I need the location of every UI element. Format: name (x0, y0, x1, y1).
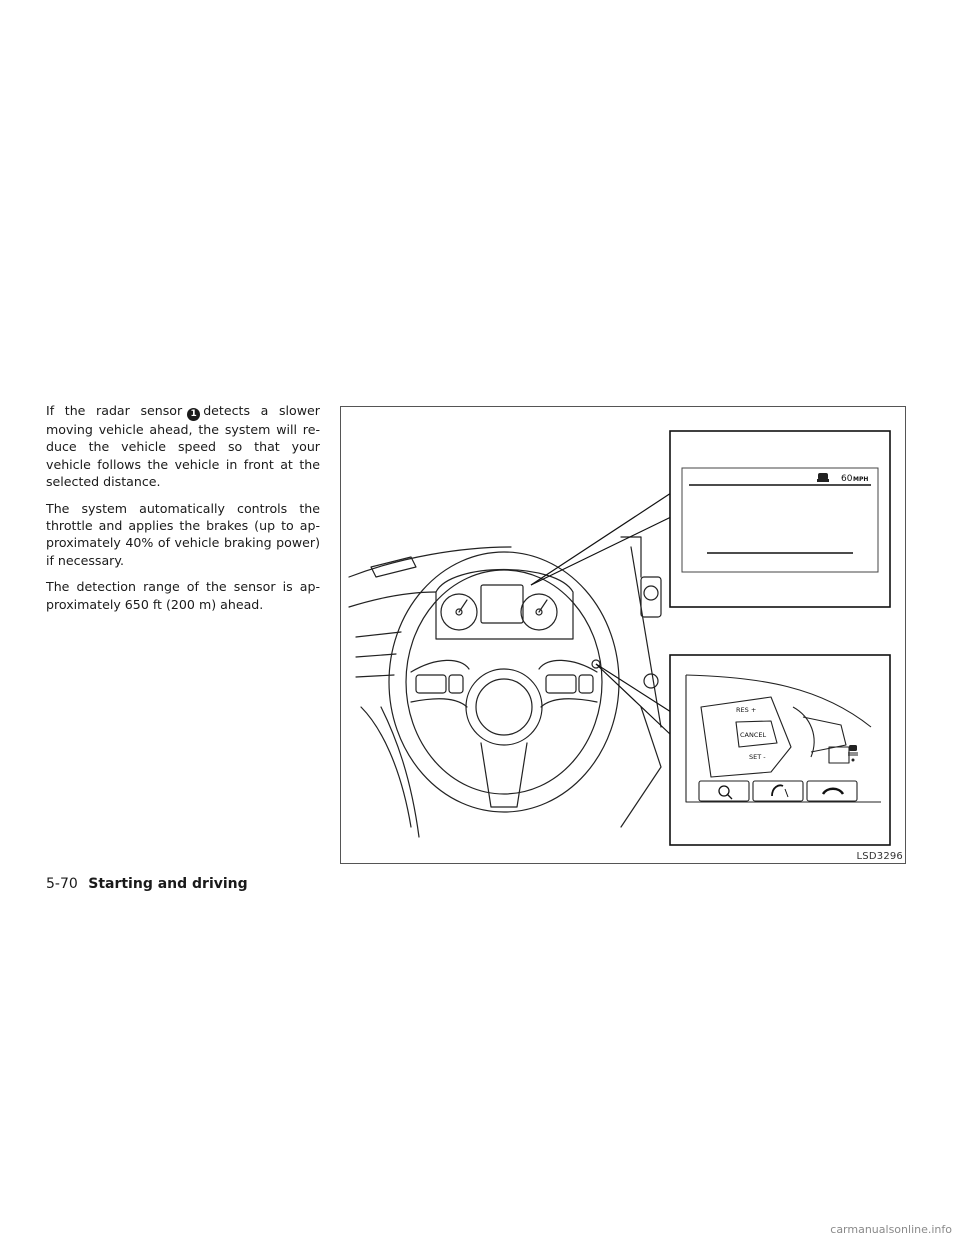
steering-wheel-illustration (340, 406, 906, 864)
res-label: RES + (736, 706, 757, 714)
body-text (46, 402, 320, 622)
paragraph-3: The detection range of the sensor is ap-proximately 650 ft (200 m) ahead. (46, 579, 320, 612)
paragraph-1: If the radar sensor 1 detects a slower moving vehicle ahead, the system will re-duce the vehicle speed so that your vehicle follows the vehicle in front at the selected distance. (46, 403, 320, 490)
page-footer (46, 876, 248, 892)
callout-1-icon: 1 (187, 408, 200, 421)
page-number: 5-70 (46, 876, 78, 892)
figure-code: LSD3296 (856, 851, 903, 862)
display-unit: MPH (853, 476, 869, 483)
cancel-label: CANCEL (740, 731, 767, 739)
illustration-drawing (341, 407, 907, 865)
section-title: Starting and driving (88, 876, 248, 892)
watermark: carmanualsonline.info (830, 1223, 952, 1236)
set-label: SET - (749, 753, 766, 761)
paragraph-2: The system automatically controls the throttle and applies the brakes (up to ap-proximately 40% of vehicle braking power) if necessary. (46, 500, 320, 568)
car-icon (817, 473, 829, 482)
display-speed: 60 (841, 474, 853, 484)
